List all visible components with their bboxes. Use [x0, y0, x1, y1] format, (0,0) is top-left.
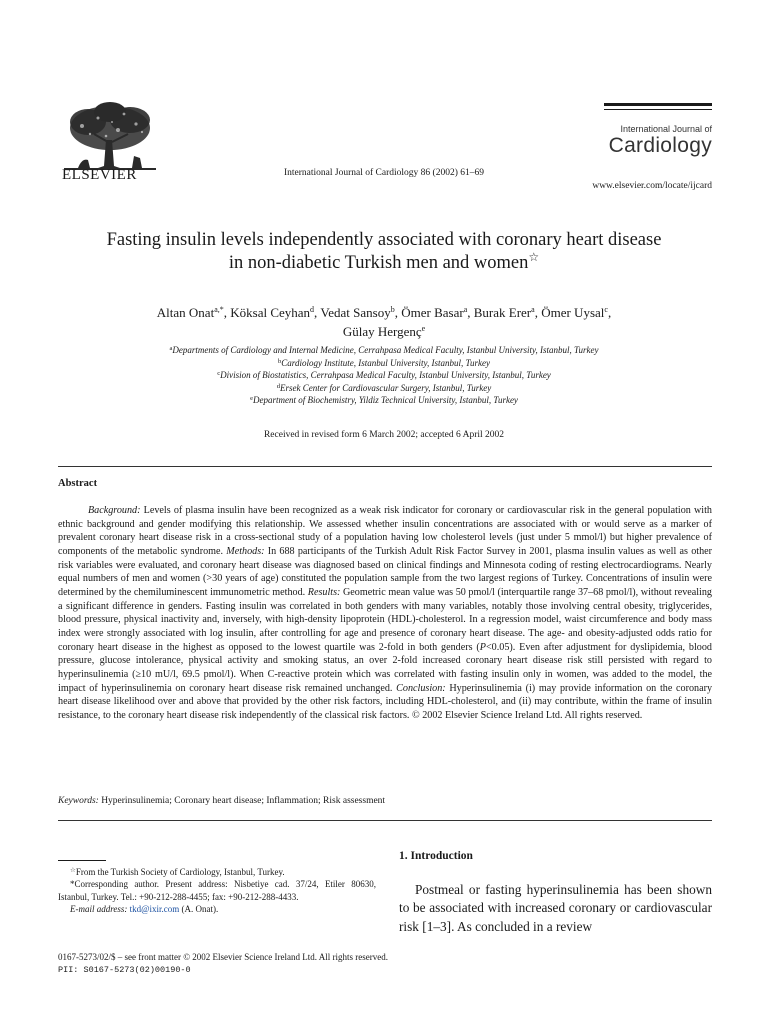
affiliation: $^b$Cardiology Institute, Istanbul University, Istanbul, Turkey	[278, 357, 490, 368]
received-dates: Received in revised form 6 March 2002; accepted 6 April 2002	[263, 430, 505, 440]
background-label: Background:	[88, 505, 141, 516]
author-sup: d	[310, 305, 315, 314]
affiliation-list	[40, 344, 728, 407]
background-text: Levels of plasma insulin have been recognized as a weak risk indicator for coronary or cardiovascular risk in the general population with ethnic background and gender modifying this relationship. We assessed whether insulin concentrations are associated with or would serve as a marker of prevalent coronary heart disease risk in a cross-sectional study of a population having low cholesterol levels (just under 5 mmol/l) but higher prevalence of components of the metabolic syndrome.	[58, 505, 712, 557]
section-heading-introduction: 1. Introduction	[399, 850, 473, 862]
email-link[interactable]: tkd@ixir.com	[129, 904, 180, 915]
author-name: Köksal Ceyhan	[230, 305, 311, 320]
keywords	[58, 796, 385, 806]
results-label: Results:	[307, 586, 341, 598]
author-line-1: Altan Onat$^{a,*}$, Köksal Ceyhan$^d$, Vedat Sansoy$^b$, Ömer Basar$^a$, Burak Erer$^a$, Ömer Uysal$^c$,	[156, 305, 612, 320]
issn-line: 0167-5273/02/$ – see front matter © 2002 Elsevier Science Ireland Ltd. All rights reserved.	[58, 952, 388, 962]
affiliation: $^c$Division of Biostatistics, Cerrahpasa Medical Faculty, Istanbul University, Istanbul, Turkey	[217, 370, 551, 381]
author-name: Gülay Hergenç	[342, 324, 422, 339]
footnote-rule	[58, 860, 106, 861]
journal-url[interactable]: www.elsevier.com/locate/ijcard	[592, 181, 712, 191]
pii-line: PII: S0167-5273(02)00190-0	[58, 964, 191, 975]
author-sup: b	[390, 305, 395, 314]
methods-text: In 688 participants of the Turkish Adult Risk Factor Survey in 2001, plasma insulin values as well as other risk variables were evaluated, and coronary heart disease was diagnosed based on clinical findings and Minnesota coding of resting electrocardiograms. Nearly equal numbers of men and women (>30 years of age) constituted the population sample from the two largest regions of Turkey. Concentrations of insulin were determined by the chemiluminescent immunometric method.	[58, 545, 713, 598]
author-name: Burak Erer	[473, 305, 532, 320]
affiliation: $^d$Ersek Center for Cardiovascular Surgery, Istanbul, Turkey	[276, 382, 492, 393]
author-sup: a,*	[214, 305, 224, 314]
results-text: Geometric mean value was 50 pmol/l (interquartile range 37–68 pmol/l), without revealing a significant difference in genders. Fasting insulin was correlated in both genders with many variables, notably those involving central obesity, triglycerides, blood pressure, physical inactivity and, inversely, with high-density lipoprotein (HDL)-cholesterol. In a regression model, waist circumference and body mass index were strongly associated with log insulin, after controlling for age and presence of coronary heart disease. The age- and obesity-adjusted odds ratio for coronary heart disease in the highest as opposed to the lowest quartile was 2-fold in both genders (	[58, 586, 712, 653]
publisher-name: ELSEVIER	[62, 167, 137, 183]
journal-title-big: Cardiology	[608, 134, 712, 157]
affiliation: $^a$Departments of Cardiology and Internal Medicine, Cerrahpasa Medical Faculty, Istanbul University, Istanbul, Turkey	[169, 345, 599, 355]
author-name: Vedat Sansoy	[320, 305, 391, 320]
methods-label: Methods:	[226, 545, 265, 557]
article-title	[40, 229, 728, 275]
footnote-society: ☆From the Turkish Society of Cardiology, Istanbul, Turkey.	[70, 867, 285, 877]
footnote-corresponding: *Corresponding author. Present address: Nisbetiye cad. 37/24, Etiler 80630, Istanbul, Turkey. Tel.: +90-212-288-4455; fax: +90-212-288-4433.	[58, 879, 376, 902]
abstract-body	[58, 504, 712, 723]
journal-rule-thin	[604, 109, 712, 110]
author-list	[40, 303, 728, 341]
journal-citation: International Journal of Cardiology 86 (2002) 61–69	[284, 168, 484, 178]
author-sup: a	[463, 305, 468, 314]
author-sup: a	[531, 305, 535, 314]
conclusion-label: Conclusion:	[396, 682, 446, 694]
journal-title-small: International Journal of	[620, 124, 712, 134]
copyright: © 2002 Elsevier Science Ireland Ltd. All rights reserved.	[411, 709, 643, 721]
footnotes	[58, 866, 376, 916]
abstract-top-rule	[58, 466, 712, 467]
footnote-email: E-mail address: tkd@ixir.com (A. Onat).	[70, 904, 219, 915]
title-footnote-mark: ☆	[528, 250, 540, 264]
author-sup: c	[604, 305, 608, 314]
author-name: Altan Onat	[156, 305, 215, 320]
results-text-cont: <0.05). Even after adjustment for dyslipidemia, blood pressure, glucose intolerance, physical activity and smoking status, an over 2-fold increased coronary heart disease risk still persisted with regard to hyperinsulinemia (≥10 mU/l, 69.5 pmol/l). When C-reactive protein which was correlated with fasting insulin only in women, was added to the model, the impact of hyperinsulinemia on coronary heart disease risk remained unchanged.	[58, 641, 712, 694]
introduction-text: Postmeal or fasting hyperinsulinemia has been shown to be associated with increased coronary or cardiovascular risk [1–3]. As concluded in a review	[399, 882, 712, 934]
p-value-symbol: P	[479, 641, 486, 653]
author-name: Ömer Uysal	[541, 305, 605, 320]
affiliation: $^e$Department of Biochemistry, Yildiz Technical University, Istanbul, Turkey	[250, 395, 518, 406]
title-line-1: Fasting insulin levels independently associated with coronary heart disease	[106, 230, 662, 250]
author-sup: e	[421, 324, 426, 333]
title-line-2: in non-diabetic Turkish men and women☆	[228, 250, 540, 273]
keywords-text: Hyperinsulinemia; Coronary heart disease; Inflammation; Risk assessment	[101, 796, 386, 806]
keywords-label: Keywords:	[58, 796, 99, 806]
front-matter-info	[58, 951, 388, 976]
conclusion-text: Hyperinsulinemia (i) may provide information on the coronary heart disease likelihood over and above that provided by the other risk factors, including HDL-cholesterol, and (ii) may contribute, within the frame of insulin resistance, to the coronary heart disease risk independently of the classical risk factors.	[58, 682, 713, 721]
abstract-heading: Abstract	[58, 478, 98, 489]
abstract-bottom-rule	[58, 820, 712, 821]
journal-rule-thick	[604, 103, 712, 106]
author-line-2	[40, 322, 728, 341]
author-name: Ömer Basar	[401, 305, 464, 320]
